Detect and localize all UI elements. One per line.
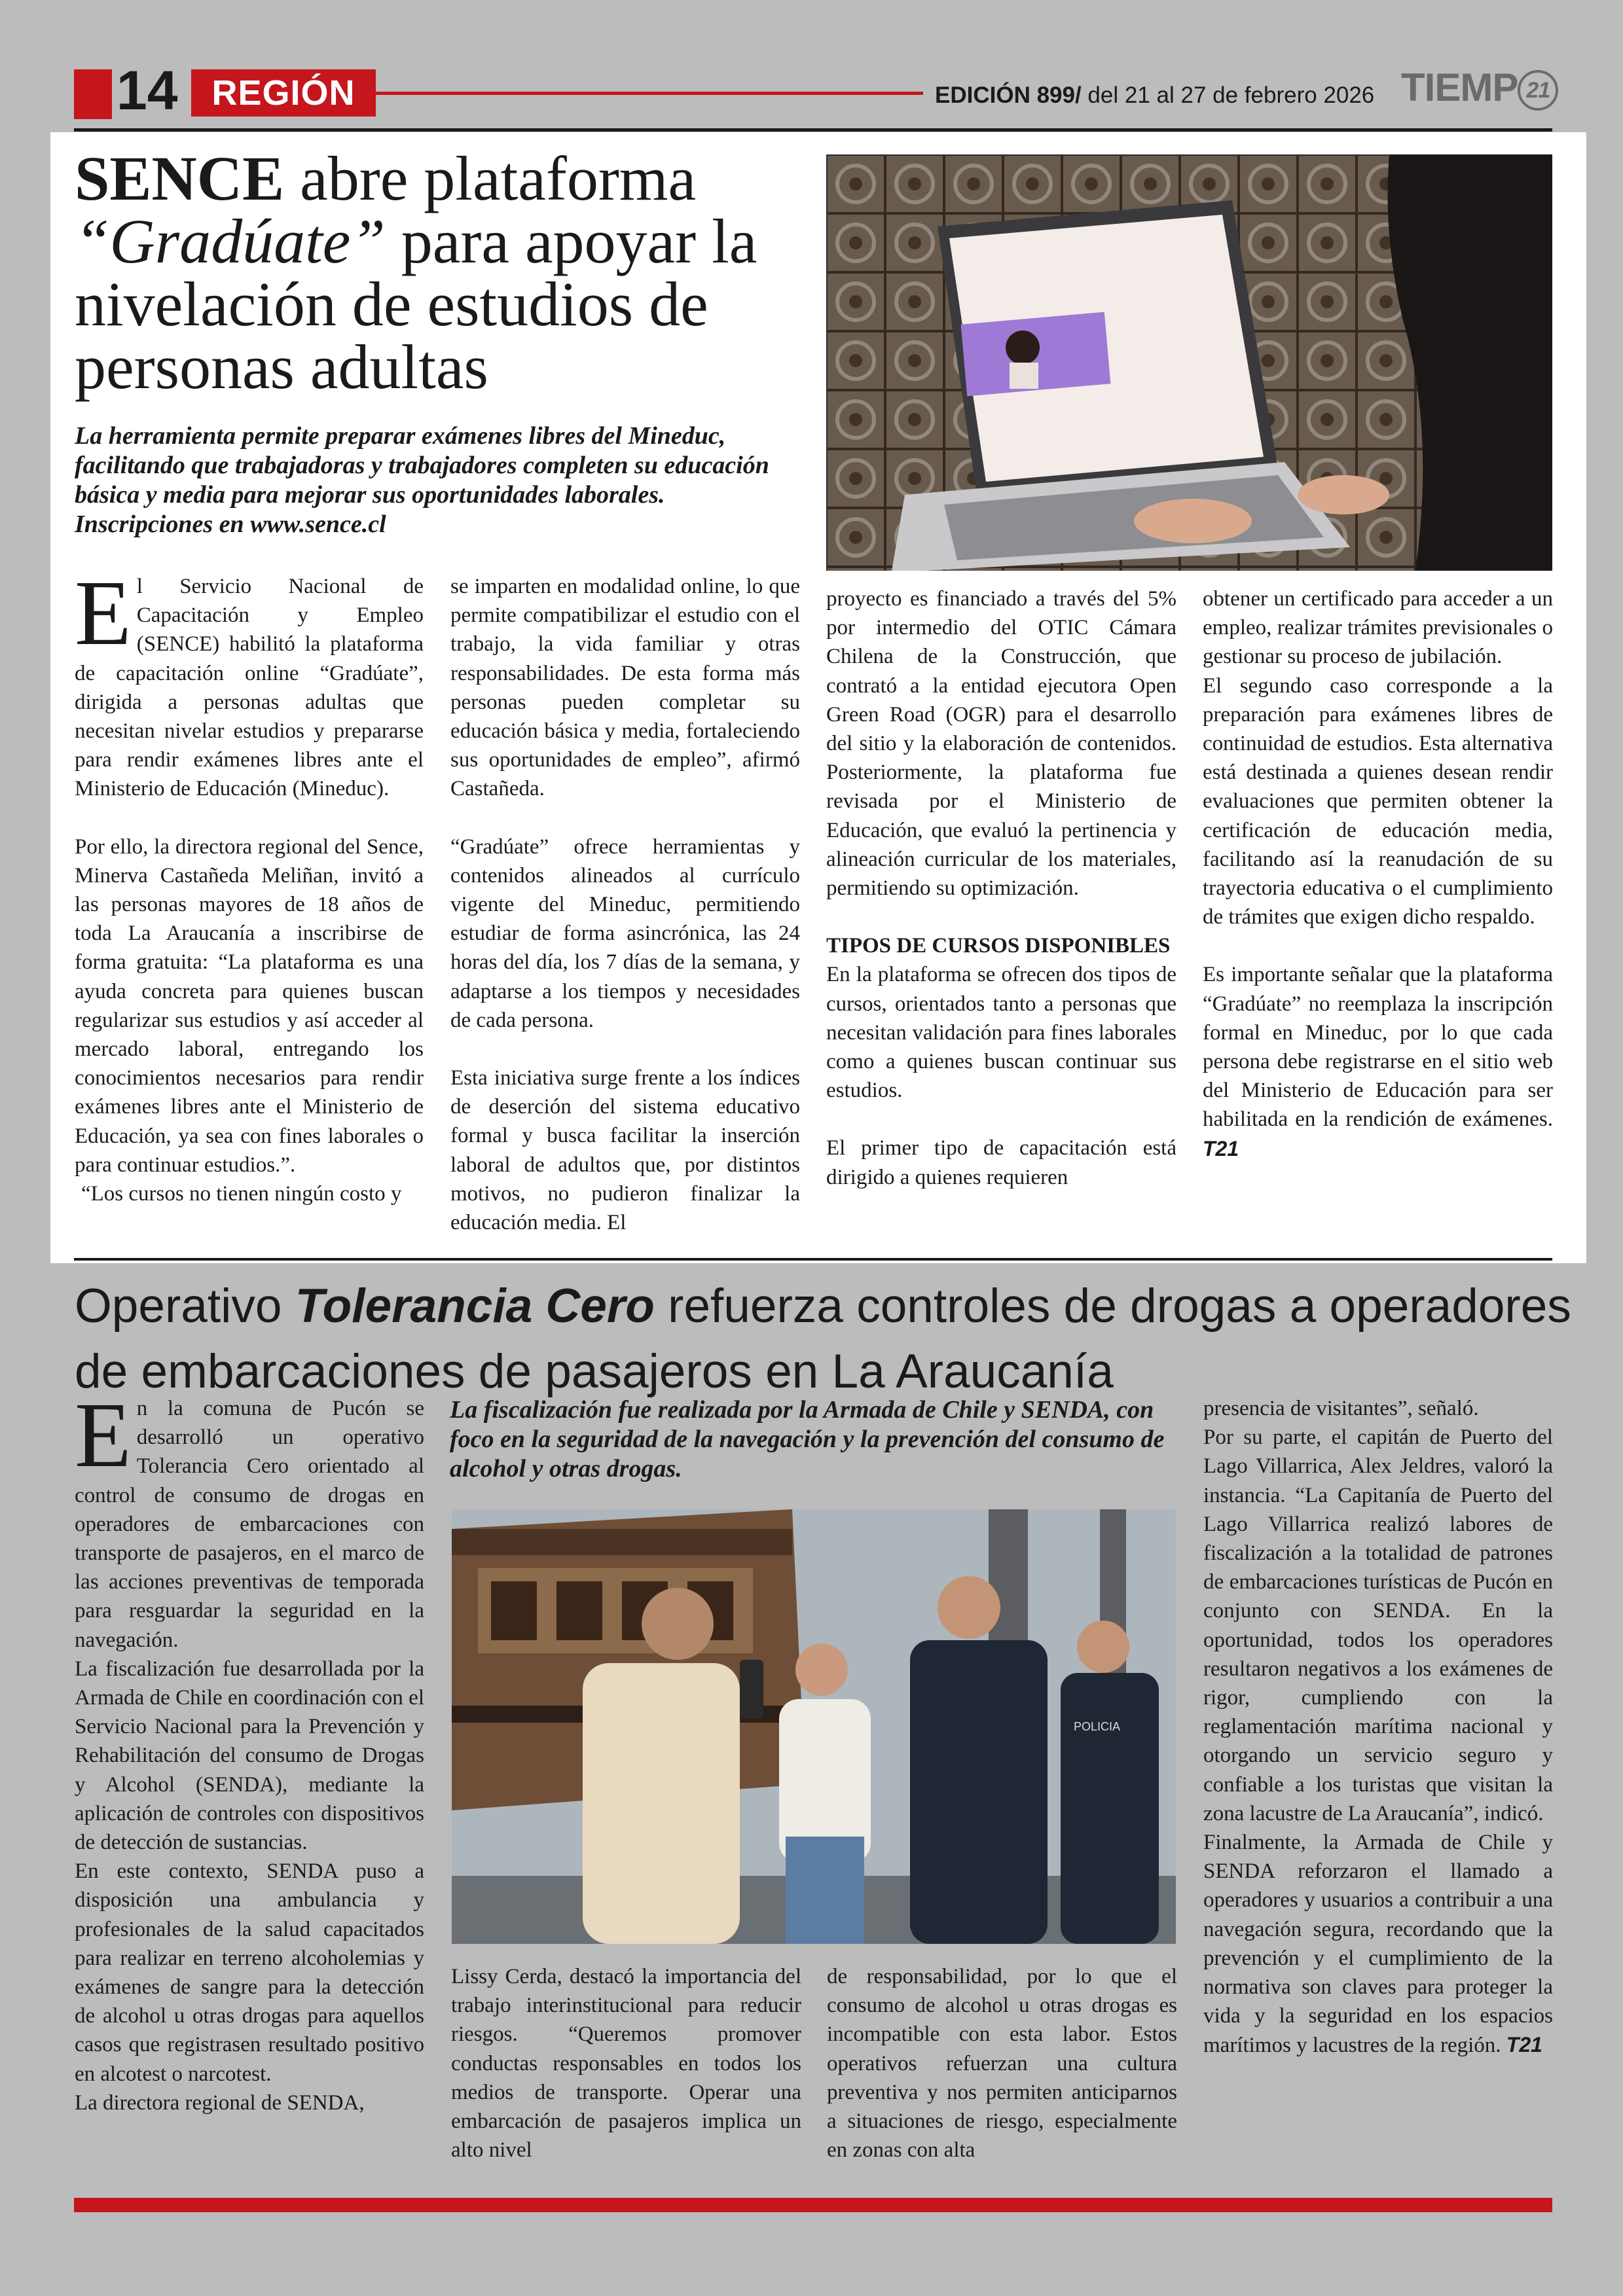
paragraph: “Gradúate” ofrece herramientas y contenidos alineados al currículo vigente del Mineduc, permitiendo estudiar de forma asincrónica, las 24 horas del día, los 7 días de la semana, y adaptarse a los tiempos y necesidades de cada persona. — [450, 834, 800, 1032]
paragraph: de responsabilidad, por lo que el consumo de alcohol u otras drogas es incompatible con esta labor. Estos operativos refuerzan una cultura preventiva y nos permiten anticiparnos a situaciones de riesgo, especialmente en zonas con alta — [827, 1965, 1177, 2162]
dropcap: E — [75, 561, 132, 664]
edition-info — [935, 80, 1374, 111]
logo-text: TIEMP — [1401, 65, 1518, 109]
article1-column-1 — [75, 561, 424, 1208]
paragraph: se imparten en modalidad online, lo que permite compatibilizar el estudio con el trabajo, la vida familiar y otras responsabilidades. De esta forma más personas pueden completar su educación básica y media, fortaleciendo sus oportunidades de empleo”, afirmó Castañeda. — [450, 575, 800, 801]
page-number: 14 — [117, 60, 178, 121]
dropcap: E — [75, 1383, 132, 1486]
page-number-marker — [74, 69, 112, 119]
publication-logo — [1401, 65, 1558, 111]
paragraph: En la plataforma se ofrecen dos tipos de cursos, orientados tanto a personas que necesitan validación para fines laborales como a quienes buscan continuar sus estudios. — [826, 963, 1176, 1103]
article-separator — [74, 1258, 1552, 1261]
paragraph — [1203, 960, 1553, 1163]
paragraph: La fiscalización fue desarrollada por la Armada de Chile en coordinación con el Servicio Nacional para la Prevención y Rehabilitación del consumo de Drogas y Alcohol (SENDA), mediante la aplicación de controles con dispositivos de detección de sustancias. — [75, 1657, 424, 1855]
photo-patch-label: POLICIA — [1074, 1720, 1121, 1733]
paragraph: proyecto es financiado a través del 5% por intermedio del OTIC Cámara Chilena de la Construcción, que contrató a la entidad ejecutora Open Green Road (OGR) para el desarrollo del sitio y la elaboración de contenidos. Posteriormente, la plataforma fue revisada por el Ministerio de Educación, que evaluó la pertinencia y alineación curricular de los materiales, permitiendo su optimización. — [826, 587, 1176, 901]
subheading: TIPOS DE CURSOS DISPONIBLES — [826, 934, 1171, 958]
article2-column-3 — [827, 1962, 1177, 2164]
headline-italic: “Gradúate” — [75, 206, 386, 276]
headline-part: para apoyar la nivelación de estudios de personas adultas — [75, 206, 757, 402]
headline-bold: SENCE — [75, 143, 285, 213]
paragraph — [1203, 1828, 1553, 2060]
paragraph-text: Es importante señalar que la plataforma “Gradúate” no reemplaza la inscripción formal en Mineduc, por lo que cada persona debe registrarse en el sitio web del Ministerio de Educación para ser habilitada en la rendición de exámenes. — [1203, 963, 1553, 1132]
header-red-rule — [376, 92, 923, 95]
header-black-rule — [74, 128, 1552, 132]
article2-column-4 — [1203, 1394, 1553, 2060]
footer-red-rule — [74, 2198, 1552, 2212]
edition-date: del 21 al 27 de febrero 2026 — [1081, 82, 1375, 108]
article2-headline — [75, 1274, 1580, 1405]
edition-number: EDICIÓN 899/ — [935, 82, 1082, 108]
article1-headline — [75, 143, 814, 402]
headline-part: refuerza controles de drogas a operadores de embarcaciones de pasajeros en La Araucanía — [75, 1280, 1571, 1398]
paragraph: Por ello, la directora regional del Sence, Minerva Castañeda Meliñan, invitó a las personas mayores de 18 años de toda La Araucanía a inscribirse de forma gratuita: “La plataforma es una ayuda concreta para quienes buscan regularizar sus estudios y así acceder al mercado laboral, entregando los conocimientos necesarios para rendir exámenes libres ante el Ministerio de Educación, ya sea con fines laborales o para continuar estudios.”. — [75, 834, 424, 1177]
paragraph: Por su parte, el capitán de Puerto del Lago Villarrica, Alex Jeldres, valoró la instancia. “La Capitanía de Puerto del Lago Villarrica realizó labores de fiscalización a la totalidad de patrones de embarcaciones turísticas de Pucón en conjunto con SENDA. En la oportunidad, todos los operadores resultaron negativos a los exámenes de rigor, cumpliendo con la reglamentación marítima nacional y otorgando un servicio seguro y confiable a los turistas que visitan la zona lacustre de La Araucanía”, indicó. — [1203, 1426, 1553, 1825]
article2-column-1 — [75, 1383, 424, 2117]
paragraph-text: Finalmente, la Armada de Chile y SENDA reforzaron el llamado a operadores y usuarios a contribuir a una navegación segura, recordando que la prevención y el cumplimiento de la normativa son claves para proteger la vida y la seguridad en los espacios marítimos y lacustres de la región. — [1203, 1831, 1553, 2058]
section-label: REGIÓN — [191, 69, 376, 117]
article2-deck: La fiscalización fue realizada por la Armada de Chile y SENDA, con foco en la seguridad de la navegación y la prevención del consumo de alcohol y otras drogas. — [450, 1396, 1165, 1482]
paragraph: El segundo caso corresponde a la preparación para exámenes libres de continuidad de estudios. Esta alternativa está destinada a quienes desean rendir evaluaciones que permiten obtener la certificación de educación media, facilitando así la reanudación de su trayectoria educativa o el cumplimiento de trámites que exigen dicho respaldo. — [1203, 673, 1553, 929]
paragraph: obtener un certificado para acceder a un empleo, realizar trámites previsionales o gestionar su proceso de jubilación. — [1203, 587, 1553, 669]
paragraph: Esta iniciativa surge frente a los índices de deserción del sistema educativo formal y busca facilitar la inserción laboral de adultos que, por distintos motivos, no pudieron finalizar la educación media. El — [450, 1066, 800, 1235]
headline-bold: Tolerancia Cero — [295, 1280, 655, 1333]
paragraph: El primer tipo de capacitación está dirigido a quienes requieren — [826, 1136, 1176, 1189]
article1-deck: La herramienta permite preparar exámenes libres del Mineduc, facilitando que trabajadoras y trabajadores completen su educación básica y media para mejorar sus oportunidades laborales. Inscripciones en www.sence.cl — [75, 422, 769, 538]
article1-column-2 — [450, 572, 800, 1237]
end-mark: T21 — [1506, 2033, 1542, 2057]
dock-operation-photo-illustration — [452, 1509, 1176, 1944]
paragraph: n la comuna de Pucón se desarrolló un operativo Tolerancia Cero orientado al control de consumo de drogas en operadores de embarcaciones con transporte de pasajeros, en el marco de las acciones preventivas de temporada para resguardar la seguridad en la navegación. — [75, 1397, 424, 1652]
end-mark: T21 — [1203, 1136, 1239, 1160]
laptop-photo-illustration — [826, 154, 1552, 571]
paragraph: Lissy Cerda, destacó la importancia del trabajo interinstitucional para reducir riesgos. “Queremos promover conductas responsables en todos los medios de transporte. Operar una embarcación de pasajeros implica un alto nivel — [451, 1965, 801, 2162]
article2-photo — [452, 1509, 1176, 1944]
article1-column-3 — [826, 584, 1176, 1192]
paragraph: La directora regional de SENDA, — [75, 2090, 365, 2115]
article2-column-2 — [451, 1962, 801, 2164]
headline-part: Operativo — [75, 1280, 295, 1333]
article1-photo — [826, 154, 1552, 571]
paragraph: presencia de visitantes”, señaló. — [1203, 1397, 1479, 1420]
paragraph: “Los cursos no tienen ningún costo y — [81, 1182, 402, 1206]
logo-mark: 21 — [1518, 70, 1558, 111]
headline-part: abre plataforma — [284, 143, 697, 213]
article1-column-4 — [1203, 584, 1553, 1164]
paragraph: En este contexto, SENDA puso a disposición una ambulancia y profesionales de la salud capacitados para realizar en terreno alcoholemias y exámenes de sangre para la detección de alcohol u otras drogas para aquellos casos que registrasen resultado positivo en alcotest o narcotest. — [75, 1859, 424, 2086]
paragraph: l Servicio Nacional de Capacitación y Empleo (SENCE) habilitó la plataforma de capacitación online “Gradúate”, dirigida a personas adultas que necesitan nivelar estudios y prepararse para rendir exámenes libres ante el Ministerio de Educación (Mineduc). — [75, 575, 424, 801]
